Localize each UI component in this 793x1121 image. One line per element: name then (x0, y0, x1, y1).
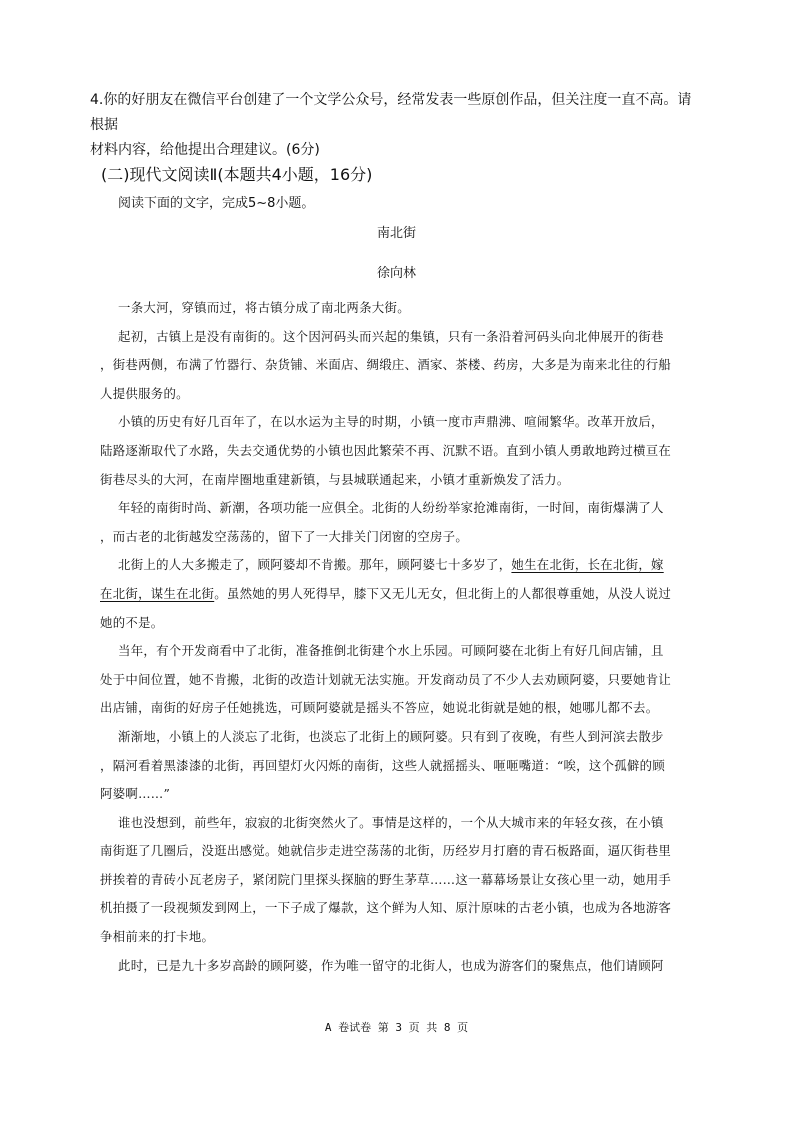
text-line: 街巷尽头的大河，在南岸圈地重建新镇，与县城联通起来，小镇才重新焕发了活力。 (100, 471, 570, 487)
text-line: 南街逛了几圈后，没逛出感觉。她就信步走进空荡荡的北街，历经岁月打磨的青石板路面，逼仄街巷里 (100, 843, 672, 859)
underlined-phrase: 她生在北街，长在北街，嫁 (511, 557, 664, 573)
text-line: ，街巷两侧，布满了竹器行、杂货铺、米面店、绸缎庄、酒家、茶楼、药房，大多是为南来北往的行船 (100, 357, 672, 373)
paragraph (100, 809, 710, 952)
reading-instruction: 阅读下面的文字，完成5~8小题。 (118, 196, 315, 211)
text-line: 出店铺，南街的好房子任她挑选，可顾阿婆就是摇头不答应，她说北街就是她的根，她哪儿都不去。 (100, 700, 659, 716)
question-4-line-1: 4.你的好朋友在微信平台创建了一个文学公众号，经常发表一些原创作品，但关注度一直不高。请根据 (90, 92, 692, 133)
text-line: 谁也没想到，前些年，寂寂的北街突然火了。事情是这样的，一个从大城市来的年轻女孩，在小镇 (118, 814, 664, 830)
paragraph (100, 637, 710, 723)
text-line: 当年，有个开发商看中了北街，准备推倒北街建个水上乐园。可顾阿婆在北街上有好几间店铺，且 (118, 643, 664, 659)
question-4-line-2: 材料内容，给他提出合理建议。(6分) (90, 142, 320, 158)
text-line: 拼挨着的青砖小瓦老房子，紧闭院门里探头探脑的野生茅草……这一幕幕场景让女孩心里一动，她用手 (100, 871, 672, 887)
text-line (118, 551, 710, 580)
paragraph (100, 494, 710, 551)
text-line (100, 580, 710, 609)
text-line: 阿婆啊……” (100, 786, 171, 802)
text-line: 此时，已是九十多岁高龄的顾阿婆，作为唯一留守的北街人，也成为游客们的聚焦点，他们请顾阿 (118, 957, 664, 973)
article-title: 南北街 (376, 226, 416, 241)
text-segment: 北街上的人大多搬走了，顾阿婆却不肯搬。那年，顾阿婆七十多岁了， (118, 557, 512, 573)
paragraph (118, 294, 710, 323)
text-line: 年轻的南街时尚、新潮，各项功能一应俱全。北街的人纷纷举家抢滩南街，一时间，南街爆满了人 (118, 500, 664, 516)
text-line: 人提供服务的。 (100, 385, 189, 401)
paragraph (100, 723, 710, 809)
text-line: ，隔河看着黑漆漆的北街，再回望灯火闪烁的南街，这些人就摇摇头、咂咂嘴道：“唉，这个孤僻的顾 (100, 757, 666, 773)
paragraph (100, 323, 710, 409)
underlined-phrase: 在北街，谋生在北街 (100, 585, 215, 601)
text-line: 处于中间位置，她不肯搬，北街的改造计划就无法实施。开发商动员了不少人去劝顾阿婆，只要她肯让 (100, 671, 672, 687)
paragraph (100, 408, 710, 494)
text-segment: 。虽然她的男人死得早，膝下又无儿无女，但北街上的人都很尊重她，从没人说过 (214, 585, 672, 601)
text-line: 陆路逐渐取代了水路，失去交通优势的小镇也因此繁荣不再、沉默不语。直到小镇人勇敢地跨过横亘在 (100, 442, 672, 458)
text-line: 小镇的历史有好几百年了，在以水运为主导的时期，小镇一度市声鼎沸、喧闹繁华。改革开放后， (118, 414, 664, 430)
text-line: 机拍摄了一段视频发到网上，一下子成了爆款，这个鲜为人知、原汁原味的古老小镇，也成为各地游客 (100, 900, 672, 916)
page-footer: A 卷试卷 第 3 页 共 8 页 (324, 1021, 469, 1034)
article-author: 徐向林 (376, 266, 416, 281)
text-line: ，而古老的北街越发空荡荡的，留下了一大排关门闭窗的空房子。 (100, 528, 469, 544)
section-heading: (二)现代文阅读Ⅱ(本题共4小题，16分) (101, 165, 373, 184)
article-body (100, 294, 710, 980)
paragraph (100, 551, 710, 637)
paragraph (118, 952, 710, 981)
text-line: 争相前来的打卡地。 (100, 929, 215, 945)
text-line: 一条大河，穿镇而过，将古镇分成了南北两条大街。 (118, 300, 410, 315)
text-line: 她的不是。 (100, 614, 164, 630)
text-line: 渐渐地，小镇上的人淡忘了北街，也淡忘了北街上的顾阿婆。只有到了夜晚，有些人到河滨去散步 (118, 728, 664, 744)
text-line: 起初，古镇上是没有南街的。这个因河码头而兴起的集镇，只有一条沿着河码头向北伸展开的街巷 (118, 328, 664, 344)
question-4 (90, 88, 705, 163)
